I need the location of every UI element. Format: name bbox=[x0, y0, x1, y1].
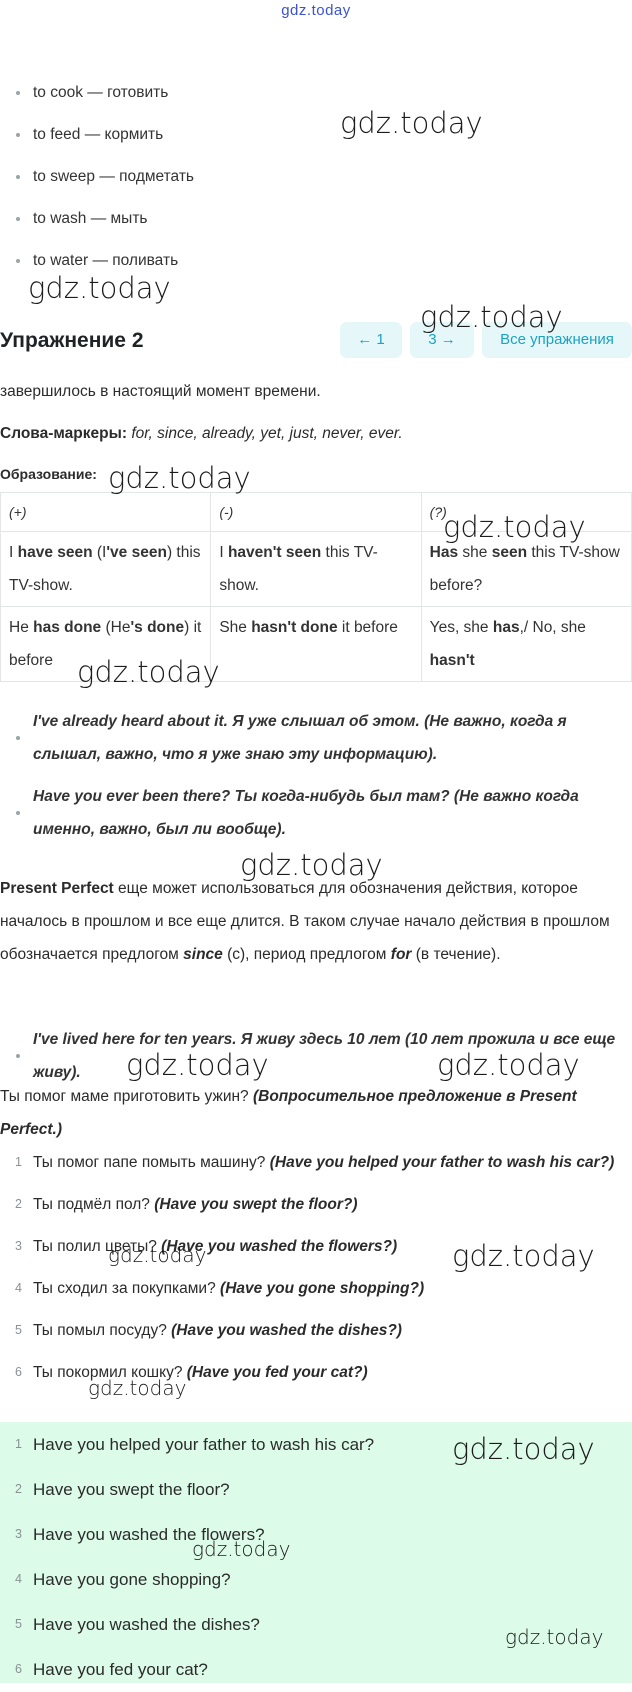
answer-item: 5 Have you washed the dishes? bbox=[15, 1615, 260, 1634]
watermark: gdz.today bbox=[452, 1432, 595, 1466]
present-perfect-paragraph: Present Perfect еще может использоваться для обозначения действия, которое началось в прошлом и все еще длится. В таком случае начало действия в прошлом обозначается предлогом since (с), период предлогом for (в течение). bbox=[0, 880, 610, 963]
vocab-item: to feed — кормить bbox=[0, 114, 632, 156]
table-cell: He has done (He's done) it before bbox=[1, 607, 211, 682]
question-item: 3 Ты полил цветы? (Have you washed the flowers?) bbox=[15, 1238, 398, 1255]
question-item: 6 Ты покормил кошку? (Have you fed your cat?) bbox=[15, 1364, 368, 1381]
task-statement: Ты помог маме приготовить ужин? (Вопросительное предложение в Present Perfect.) bbox=[0, 1088, 577, 1138]
question-item: 4 Ты сходил за покупками? (Have you gone shopping?) bbox=[15, 1280, 425, 1297]
question-item: 2 Ты подмёл пол? (Have you swept the floor?) bbox=[15, 1196, 358, 1213]
next-exercise-button[interactable]: 3 → bbox=[410, 322, 474, 358]
prev-exercise-button[interactable]: ← 1 bbox=[340, 322, 402, 358]
watermark: gdz.today bbox=[420, 300, 563, 334]
exercise-title: Упражнение 2 bbox=[0, 329, 144, 352]
watermark: gdz.today bbox=[452, 1239, 595, 1273]
example-item: I've already heard about it. Я уже слышал об этом. (Не важно, когда я слышал, важно, что я уже знаю эту информацию). bbox=[0, 705, 600, 771]
table-cell: She hasn't done it before bbox=[211, 607, 421, 682]
example-item: I've lived here for ten years. Я живу здесь 10 лет (10 лет прожила и все еще живу). bbox=[0, 1023, 625, 1089]
examples-list bbox=[0, 705, 600, 846]
question-item: 1 Ты помог папе помыть машину? (Have you helped your father to wash his car?) bbox=[15, 1154, 615, 1171]
watermark: gdz.today bbox=[88, 1376, 187, 1400]
watermark: gdz.today bbox=[77, 655, 220, 689]
watermark: gdz.today bbox=[340, 106, 483, 140]
table-header-cell: (?) bbox=[421, 493, 631, 532]
watermark: gdz.today bbox=[108, 1243, 207, 1267]
all-exercises-button[interactable]: Все упражнения bbox=[482, 322, 632, 358]
vocab-list bbox=[0, 72, 632, 282]
table-header-cell: (+) bbox=[1, 493, 211, 532]
site-brand-link[interactable]: gdz.today bbox=[281, 2, 351, 19]
table-cell: Yes, she has,/ No, she hasn't bbox=[421, 607, 631, 682]
watermark: gdz.today bbox=[443, 510, 586, 544]
answer-item: 6 Have you fed your cat? bbox=[15, 1660, 208, 1679]
markers-line bbox=[0, 417, 403, 450]
vocab-item: to sweep — подметать bbox=[0, 156, 632, 198]
intro-text: завершилось в настоящий момент времени. bbox=[0, 383, 321, 400]
formation-label: Образование: bbox=[0, 466, 97, 482]
example-item: Have you ever been there? Ты когда-нибудь был там? (Не важно когда именно, важно, был ли вообще). bbox=[0, 780, 600, 846]
watermark: gdz.today bbox=[192, 1537, 291, 1561]
table-cell: Has she seen this TV-show before? bbox=[421, 532, 631, 607]
watermark: gdz.today bbox=[28, 271, 171, 305]
table-cell: I have seen (I've seen) this TV-show. bbox=[1, 532, 211, 607]
markers-words: for, since, already, yet, just, never, ever. bbox=[131, 425, 403, 442]
answer-item: 1 Have you helped your father to wash his car? bbox=[15, 1435, 375, 1454]
markers-label: Слова-маркеры: bbox=[0, 425, 128, 442]
table-header-cell: (-) bbox=[211, 493, 421, 532]
vocab-item: to water — поливать bbox=[0, 240, 632, 282]
question-item: 5 Ты помыл посуду? (Have you washed the dishes?) bbox=[15, 1322, 402, 1339]
answer-item: 3 Have you washed the flowers? bbox=[15, 1525, 265, 1544]
vocab-item: to wash — мыть bbox=[0, 198, 632, 240]
answer-item: 4 Have you gone shopping? bbox=[15, 1570, 231, 1589]
watermark: gdz.today bbox=[126, 1048, 269, 1082]
table-cell: I haven't seen this TV-show. bbox=[211, 532, 421, 607]
watermark: gdz.today bbox=[437, 1048, 580, 1082]
answer-item: 2 Have you swept the floor? bbox=[15, 1480, 230, 1499]
watermark: gdz.today bbox=[240, 848, 383, 882]
vocab-item: to cook — готовить bbox=[0, 72, 632, 114]
watermark: gdz.today bbox=[108, 461, 251, 495]
watermark: gdz.today bbox=[505, 1625, 604, 1649]
